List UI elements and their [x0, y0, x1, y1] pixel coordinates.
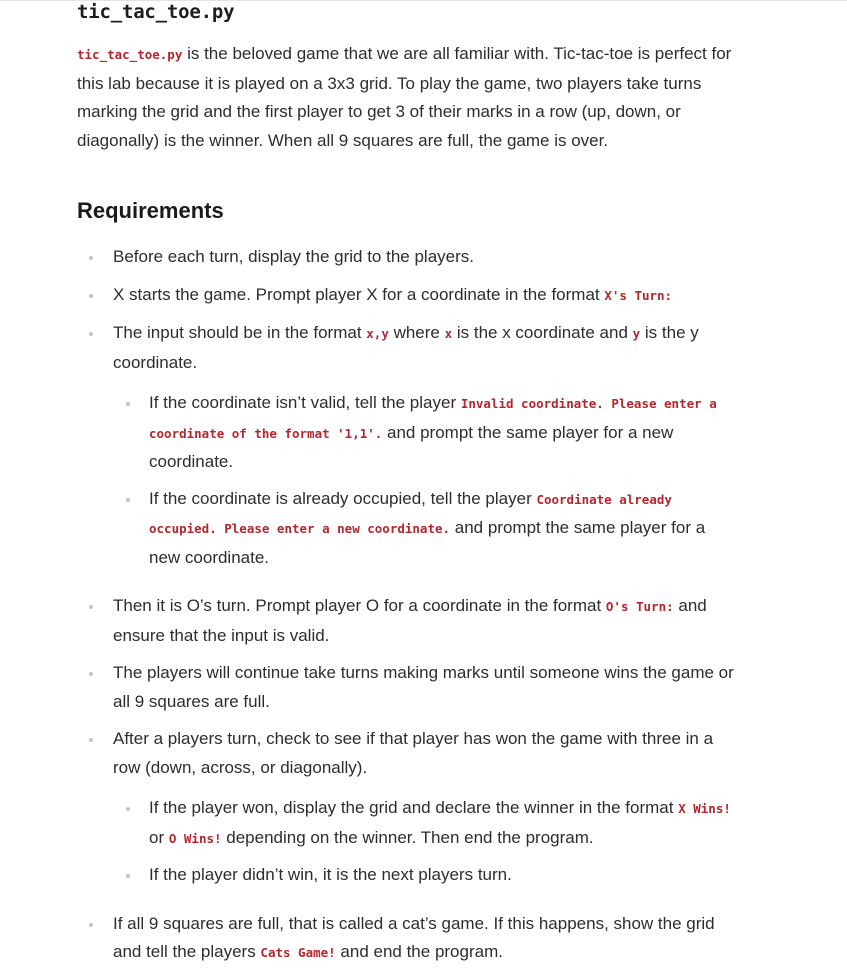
- requirement-item-x-starts: [77, 281, 737, 311]
- requirements-heading: Requirements: [77, 198, 224, 223]
- requirement-text: and ensure that the input is valid.: [113, 596, 707, 645]
- subrequirement-next-turn: [113, 861, 737, 890]
- inline-code-invalid-message: Invalid coordinate. Please enter a coordinate of the format '1,1'.: [149, 396, 717, 441]
- inline-code-x-turn: X's Turn:: [604, 287, 673, 303]
- inline-code-x: x: [444, 326, 453, 341]
- inline-code-xy: x,y: [366, 326, 389, 341]
- requirements-list: [77, 243, 737, 968]
- file-title: tic_tac_toe.py: [77, 1, 235, 23]
- requirement-item-o-turn: [77, 592, 737, 650]
- requirement-text: The players will continue take turns making marks until someone wins the game or all 9 squares are full.: [113, 663, 734, 711]
- subrequirement-invalid-coordinate: [113, 389, 737, 477]
- requirement-text: Before each turn, display the grid to the players.: [113, 247, 474, 266]
- requirement-sublist: [113, 794, 737, 890]
- inline-code-occupied-message: Coordinate already occupied. Please enter a new coordinate.: [149, 491, 672, 536]
- inline-code-y: y: [632, 326, 641, 341]
- inline-code-x-wins: X Wins!: [678, 801, 731, 816]
- document-body: [77, 0, 737, 977]
- subrequirement-text: or: [149, 827, 169, 847]
- requirement-text: Then it is O’s turn. Prompt player O for a coordinate in the format: [113, 596, 606, 615]
- subrequirement-text: depending on the winner. Then end the program.: [221, 827, 594, 847]
- requirement-item-check-win: [77, 725, 737, 890]
- inline-code-o-turn: O's Turn:: [605, 599, 674, 614]
- requirement-item-cats-game: [77, 910, 737, 968]
- requirement-text: X starts the game. Prompt player X for a coordinate in the format: [113, 284, 605, 304]
- subrequirement-text: If the coordinate isn’t valid, tell the player: [149, 393, 461, 412]
- subrequirement-player-won: [113, 794, 737, 853]
- intro-paragraph: [77, 40, 737, 155]
- requirement-text: and end the program.: [335, 942, 503, 961]
- subrequirement-text: and prompt the same player for a new coordinate.: [149, 422, 674, 471]
- subrequirement-occupied-coordinate: [113, 485, 737, 573]
- inline-code-o-wins: O Wins!: [168, 830, 222, 846]
- inline-code-filename: tic_tac_toe.py: [77, 47, 183, 62]
- subrequirement-text: If the player didn’t win, it is the next players turn.: [149, 865, 512, 884]
- intro-text: is the beloved game that we are all familiar with. Tic-tac-toe is perfect for this lab because it is played on a 3x3 grid. To play the game, two players take turns marking the grid and the first player to get 3 of their marks in a row (up, down, or diagonally) is the winner. When all 9 squares are full, the game is over.: [77, 44, 732, 150]
- requirement-text: where: [388, 323, 445, 342]
- requirement-item-display-grid: [77, 243, 737, 272]
- inline-code-cats-game: Cats Game!: [260, 945, 336, 960]
- requirement-text: The input should be in the format: [113, 323, 367, 342]
- requirement-item-input-format: [77, 319, 737, 572]
- subrequirement-text: If the player won, display the grid and declare the winner in the format: [149, 798, 679, 817]
- subrequirement-text: If the coordinate is already occupied, tell the player: [149, 488, 537, 508]
- requirement-text: If all 9 squares are full, that is called a cat’s game. If this happens, show the grid and tell the players: [113, 913, 715, 961]
- requirement-item-continue: [77, 659, 737, 716]
- requirement-text: is the y coordinate.: [113, 323, 699, 372]
- requirement-text: is the x coordinate and: [452, 323, 633, 342]
- subrequirement-text: and prompt the same player for a new coordinate.: [149, 518, 706, 567]
- requirement-text: After a players turn, check to see if that player has won the game with three in a row (down, across, or diagonally).: [113, 729, 714, 777]
- requirement-sublist: [113, 389, 737, 572]
